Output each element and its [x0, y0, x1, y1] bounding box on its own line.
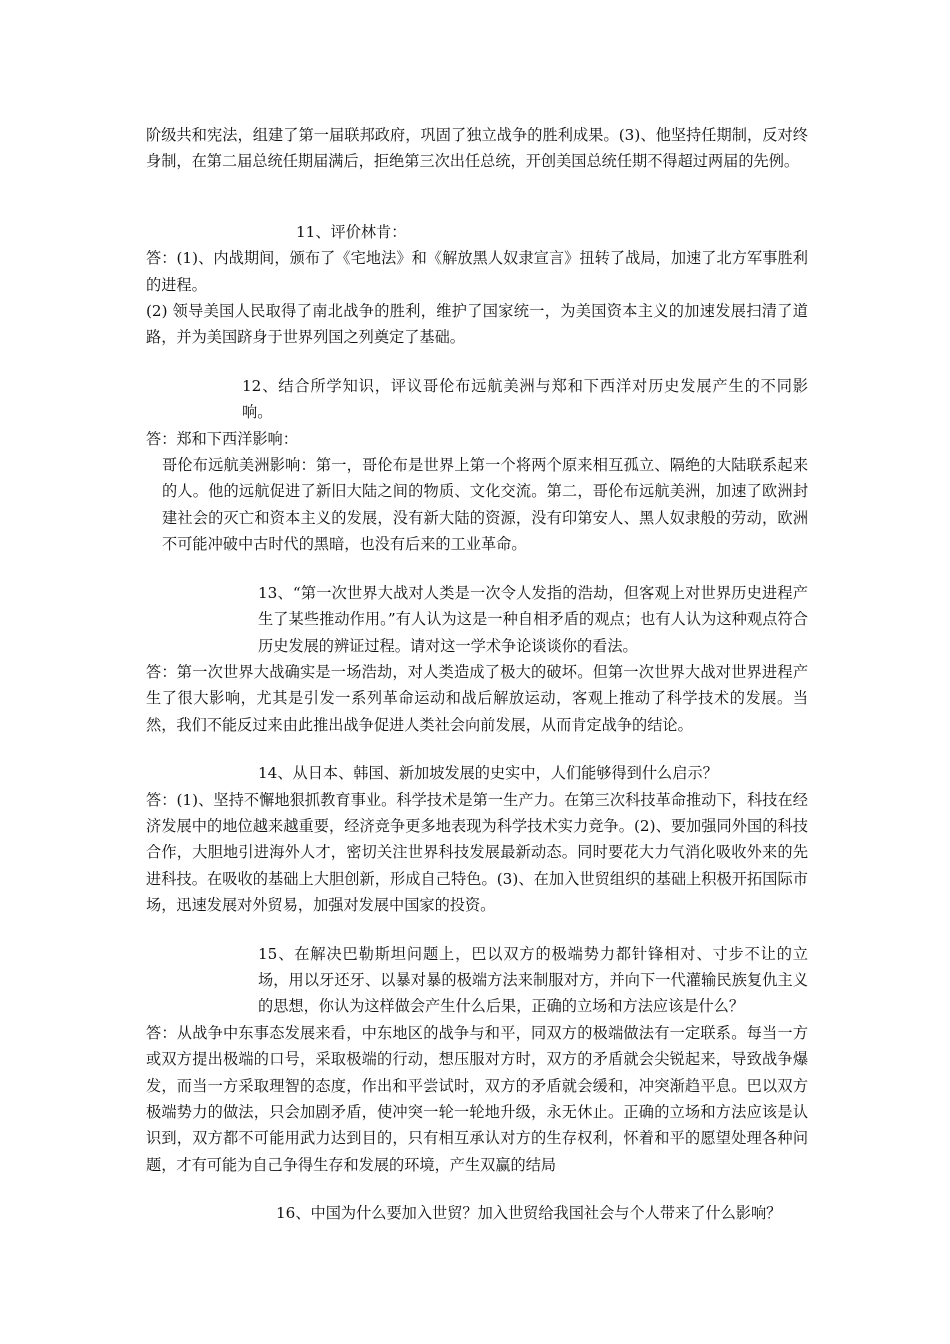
answer-15: 答：从战争中东事态发展来看，中东地区的战争与和平，同双方的极端做法有一定联系。每当一方或双方提出极端的口号，采取极端的行动，想压服对方时，双方的矛盾就会尖锐起来，导致战争爆发，而当一方采取理智的态度，作出和平尝试时，双方的矛盾就会缓和，冲突渐趋平息。巴以双方极端势力的做法，只会加剧矛盾，使冲突一轮一轮地升级，永无休止。正确的立场和方法应该是认识到，双方都不可能用武力达到目的，只有相互承认对方的生存权利，怀着和平的愿望处理各种问题，才有可能为自己争得生存和发展的环境，产生双赢的结局	[146, 1023, 808, 1174]
spacer	[146, 197, 808, 219]
answer-11-part-2: (2) 领导美国人民取得了南北战争的胜利，维护了国家统一，为美国资本主义的加速发展扫清了道路，并为美国跻身于世界列国之列奠定了基础。	[146, 302, 808, 347]
question-16: 16、中国为什么要加入世贸？加入世贸给我国社会与个人带来了什么影响？	[276, 1204, 782, 1223]
question-11: 11、评价林肯：	[296, 222, 407, 241]
answer-13: 答：第一次世界大战确实是一场浩劫，对人类造成了极大的破坏。但第一次世界大战对世界进程产生了很大影响，尤其是引发一系列革命运动和战后解放运动，客观上推动了科学技术的发展。当然，我们不能反过来由此推出战争促进人类社会向前发展，从而肯定战争的结论。	[146, 662, 808, 734]
answer-12-part-1: 答：郑和下西洋影响：	[146, 429, 298, 448]
spacer	[146, 558, 808, 580]
continuation-paragraph: 阶级共和宪法，组建了第一届联邦政府，巩固了独立战争的胜利成果。(3)、他坚持任期制，反对终身制，在第二届总统任期届满后，拒绝第三次出任总统，开创美国总统任期不得超过两届的先例。	[146, 126, 808, 171]
spacer	[146, 351, 808, 373]
document-page	[146, 122, 808, 1227]
answer-11-part-1: 答：(1)、内战期间，颁布了《宅地法》和《解放黑人奴隶宣言》扭转了战局，加速了北方军事胜利的进程。	[146, 249, 808, 294]
answer-14: 答：(1)、坚持不懈地狠抓教育事业。科学技术是第一生产力。在第三次科技革命推动下，科技在经济发展中的地位越来越重要，经济竞争更多地表现为科学技术实力竞争。(2)、要加强同外国的科技合作，大胆地引进海外人才，密切关注世界科技发展最新动态。同时要花大力气消化吸收外来的先进科技。在吸收的基础上大胆创新，形成自己特色。(3)、在加入世贸组织的基础上积极开拓国际市场，迅速发展对外贸易，加强对发展中国家的投资。	[146, 790, 808, 915]
spacer	[146, 1178, 808, 1200]
question-15: 15、在解决巴勒斯坦问题上，巴以双方的极端势力都针锋相对、寸步不让的立场，用以牙还牙、以暴对暴的极端方法来制服对方，并向下一代灌输民族复仇主义的思想，你认为这样做会产生什么后果，正确的立场和方法应该是什么？	[258, 944, 808, 1016]
question-13: 13、“第一次世界大战对人类是一次令人发指的浩劫，但客观上对世界历史进程产生了某些推动作用。”有人认为这是一种自相矛盾的观点；也有人认为这种观点符合历史发展的辨证过程。请对这一学术争论谈谈你的看法。	[258, 583, 808, 655]
question-12: 12、结合所学知识，评议哥伦布远航美洲与郑和下西洋对历史发展产生的不同影响。	[242, 376, 808, 422]
question-14: 14、从日本、韩国、新加坡发展的史实中，人们能够得到什么启示？	[258, 764, 718, 783]
spacer	[146, 175, 808, 197]
spacer	[146, 919, 808, 941]
answer-12-part-2: 哥伦布远航美洲影响：第一，哥伦布是世界上第一个将两个原来相互孤立、隔绝的大陆联系起来的人。他的远航促进了新旧大陆之间的物质、文化交流。第二，哥伦布远航美洲，加速了欧洲封建社会的灭亡和资本主义的发展，没有新大陆的资源，没有印第安人、黑人奴隶般的劳动，欧洲不可能冲破中古时代的黑暗，也没有后来的工业革命。	[162, 456, 808, 554]
spacer	[146, 738, 808, 760]
